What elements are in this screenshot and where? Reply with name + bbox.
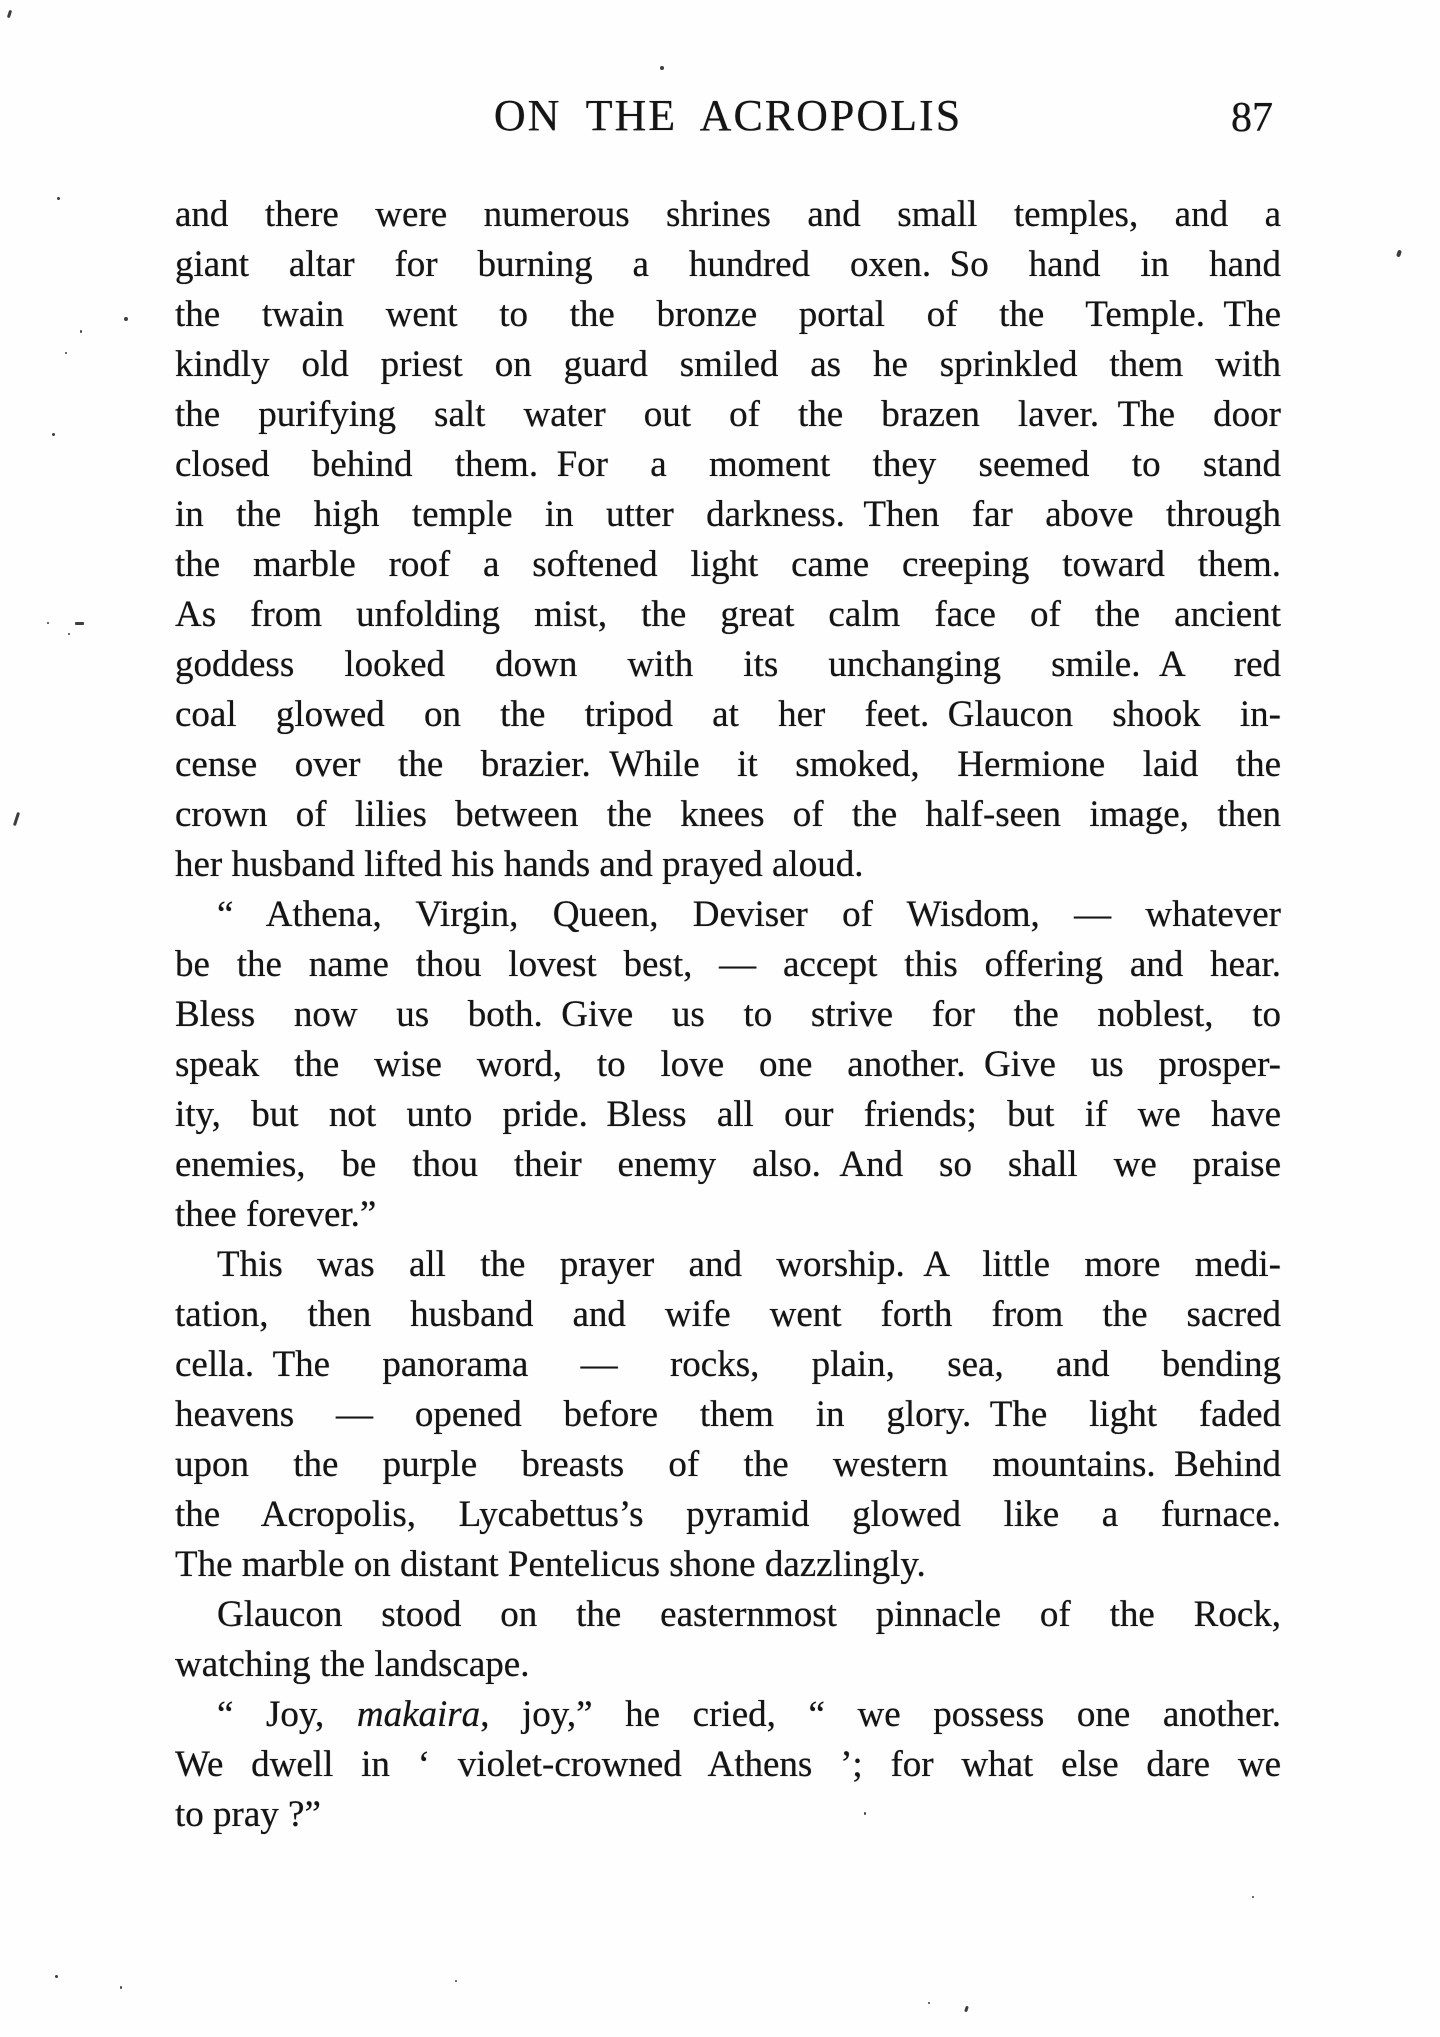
page-title: ON THE ACROPOLIS <box>493 91 963 140</box>
text-line: thee forever.” <box>175 1194 377 1235</box>
text-line: As from unfolding mist, the great calm face of the ancient <box>175 594 1281 635</box>
text-line: We dwell in ‘ violet-crowned Athens ’; for what else dare we <box>175 1744 1281 1785</box>
paragraph <box>175 890 1281 1240</box>
scan-speck <box>13 812 20 826</box>
scan-speck <box>455 1980 457 1982</box>
text-line: “ Joy, makaira, joy,” he cried, “ we possess one another. <box>217 1694 1281 1735</box>
page-body <box>175 190 1281 1840</box>
text-line: giant altar for burning a hundred oxen. So hand in hand <box>175 244 1281 285</box>
text-line: her husband lifted his hands and prayed aloud. <box>175 844 864 885</box>
text-line: The marble on distant Pentelicus shone dazzlingly. <box>175 1544 926 1585</box>
paragraph <box>175 1590 1281 1690</box>
scan-speck <box>124 317 128 321</box>
text-line: in the high temple in utter darkness. Then far above through <box>175 494 1281 535</box>
text-line: “ Athena, Virgin, Queen, Deviser of Wisdom, — whatever <box>217 894 1281 935</box>
scan-speck <box>52 433 55 436</box>
text-line: tation, then husband and wife went forth from the sacred <box>175 1294 1281 1335</box>
text-line: cella. The panorama — rocks, plain, sea, and bending <box>175 1344 1281 1385</box>
scan-speck <box>7 10 12 19</box>
text-line: speak the wise word, to love one another. Give us prosper- <box>175 1044 1281 1085</box>
text-line: the twain went to the bronze portal of the Temple. The <box>175 294 1281 335</box>
paragraph <box>175 1240 1281 1590</box>
text-line: upon the purple breasts of the western mountains. Behind <box>175 1444 1281 1485</box>
scan-speck <box>1396 250 1402 258</box>
scan-speck <box>55 1975 58 1978</box>
scan-speck <box>660 66 664 70</box>
text-line: Glaucon stood on the easternmost pinnacle of the Rock, <box>217 1594 1281 1635</box>
scan-speck <box>964 2006 969 2013</box>
text-line: closed behind them. For a moment they seemed to stand <box>175 444 1281 485</box>
scan-speck <box>47 622 49 624</box>
scan-speck <box>75 622 84 625</box>
text-line: to pray ?” <box>175 1794 321 1835</box>
text-line: the marble roof a softened light came creeping toward them. <box>175 544 1281 585</box>
scan-speck <box>928 2002 930 2004</box>
text-line: watching the landscape. <box>175 1644 530 1685</box>
text-line: heavens — opened before them in glory. The light faded <box>175 1394 1281 1435</box>
scan-speck <box>65 352 67 354</box>
scan-speck <box>120 1986 122 1989</box>
text-line: and there were numerous shrines and small temples, and a <box>175 194 1281 235</box>
text-line: crown of lilies between the knees of the half-seen image, then <box>175 794 1281 835</box>
text-line: kindly old priest on guard smiled as he sprinkled them with <box>175 344 1281 385</box>
text-line: Bless now us both. Give us to strive for the noblest, to <box>175 994 1281 1035</box>
text-line: enemies, be thou their enemy also. And so shall we praise <box>175 1144 1281 1185</box>
text-line: coal glowed on the tripod at her feet. Glaucon shook in- <box>175 694 1281 735</box>
text-line: the purifying salt water out of the brazen laver. The door <box>175 394 1281 435</box>
paragraph <box>175 190 1281 890</box>
running-header <box>175 90 1281 146</box>
text-line: goddess looked down with its unchanging smile. A red <box>175 644 1281 685</box>
text-line: be the name thou lovest best, — accept this offering and hear. <box>175 944 1281 985</box>
text-line: the Acropolis, Lycabettus’s pyramid glowed like a furnace. <box>175 1494 1281 1535</box>
text-line: ity, but not unto pride. Bless all our friends; but if we have <box>175 1094 1281 1135</box>
scan-speck <box>57 197 60 200</box>
scan-speck <box>68 633 70 635</box>
paragraph <box>175 1690 1281 1840</box>
page-number: 87 <box>1231 95 1273 141</box>
scan-speck <box>864 1812 866 1815</box>
scan-speck <box>80 330 82 333</box>
text-line: cense over the brazier. While it smoked, Hermione laid the <box>175 744 1281 785</box>
scan-speck <box>1252 1896 1254 1898</box>
text-line: This was all the prayer and worship. A little more medi- <box>217 1244 1281 1285</box>
